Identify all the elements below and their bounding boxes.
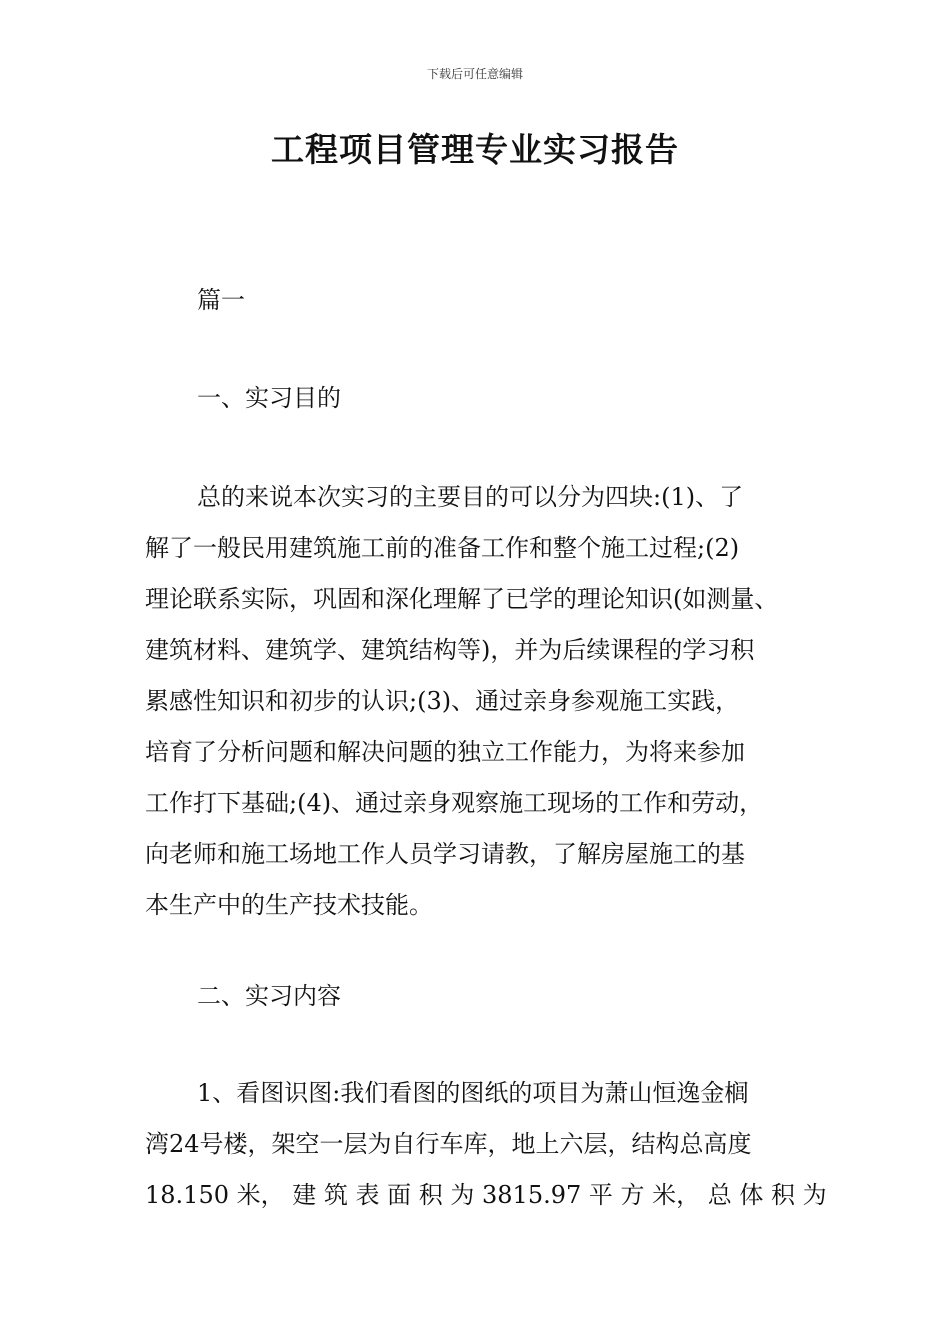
paragraph [145,1068,835,1221]
paragraph-line: 建筑材料、建筑学、建筑结构等)，并为后续课程的学习积 [145,636,755,664]
paragraph-line: 解了一般民用建筑施工前的准备工作和整个施工过程;(2) [145,534,740,562]
paragraph-line: 培育了分析问题和解决问题的独立工作能力，为将来参加 [145,738,745,766]
paragraph-line: 18.150 米， 建 筑 表 面 积 为 3815.97 平 方 米， 总 体 积 为 [145,1181,827,1209]
paragraph-line: 湾24号楼，架空一层为自行车库，地上六层，结构总高度 [145,1130,752,1158]
paragraph-line: 总的来说本次实习的主要目的可以分为四块:(1)、了 [197,483,744,511]
section-body-purpose [145,472,835,931]
paragraph-line: 工作打下基础;(4)、通过亲身观察施工现场的工作和劳动， [145,789,764,817]
section-heading-purpose: 一、实习目的 [197,384,341,412]
paragraph [145,472,835,931]
document-title: 工程项目管理专业实习报告 [271,130,679,169]
header-note: 下载后可任意编辑 [426,67,523,81]
paragraph-line: 累感性知识和初步的认识;(3)、通过亲身参观施工实践， [145,687,740,715]
section-heading-content: 二、实习内容 [197,982,341,1010]
paragraph-line: 本生产中的生产技术技能。 [145,891,433,919]
paragraph-line: 1、看图识图:我们看图的图纸的项目为萧山恒逸金榈 [197,1079,749,1107]
section-body-content [145,1068,835,1221]
paragraph-line: 理论联系实际，巩固和深化理解了已学的理论知识(如测量、 [145,585,779,613]
paragraph-line: 向老师和施工场地工作人员学习请教，了解房屋施工的基 [145,840,745,868]
part-label: 篇一 [197,286,245,314]
